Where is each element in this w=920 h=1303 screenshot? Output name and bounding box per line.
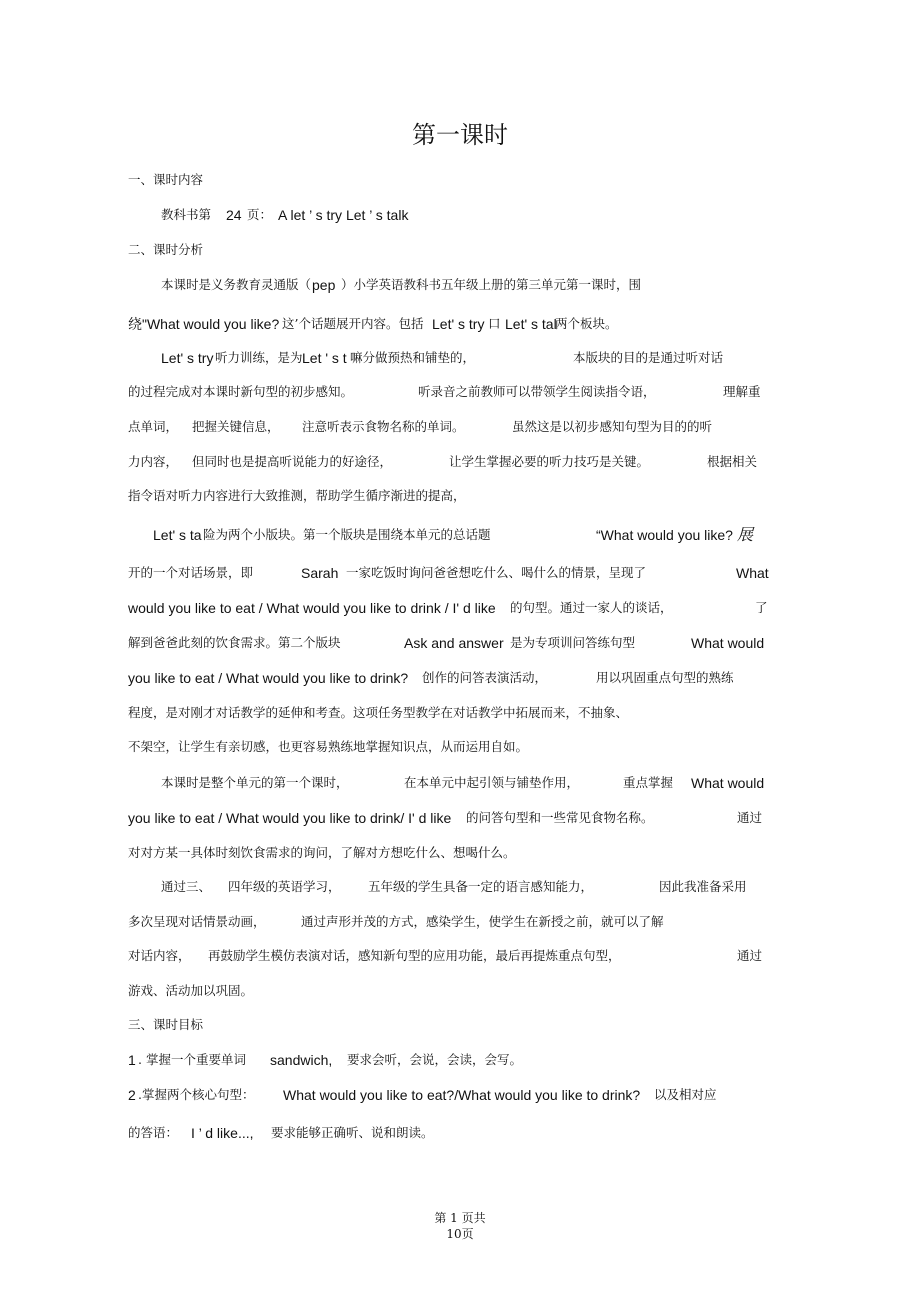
text-run: 绕"What would you like? <box>128 316 280 332</box>
text-run: 解到爸爸此刻的饮食需求。第二个版块 <box>128 635 341 650</box>
text-run: 理解重 <box>723 384 761 399</box>
text-run: 的问答句型和一些常见食物名称。 <box>466 810 654 825</box>
paragraph-line <box>0 273 920 297</box>
text-run: 通过 <box>737 948 763 963</box>
text-run: What would <box>691 635 765 651</box>
paragraph-line <box>0 979 920 1003</box>
text-run: 听录音之前教师可以带领学生阅读指令语， <box>418 384 656 399</box>
paragraph-line <box>0 806 920 830</box>
text-run: sandwich, <box>270 1052 333 1068</box>
text-run: 是为专项训问答练句型 <box>510 635 636 650</box>
text-run: Let' s ta <box>153 527 202 543</box>
text-run: 的答语： <box>128 1125 179 1140</box>
paragraph-line <box>0 666 920 690</box>
text-run: 教科书第 <box>161 207 212 222</box>
text-run: 两个板块。 <box>555 316 618 331</box>
text-run: Let' s tal <box>505 316 557 332</box>
text-run: 虽然这是以初步感知句型为目的的听 <box>512 419 713 434</box>
text-run: 因此我准备采用 <box>659 879 747 894</box>
text-run: 用以巩固重点句型的熟练 <box>596 670 734 685</box>
text-run: What <box>736 565 769 581</box>
text-run: 1 <box>128 1052 136 1068</box>
paragraph-line <box>0 596 920 620</box>
section-heading-content <box>0 168 920 192</box>
objective-item-2-continued <box>0 1121 920 1145</box>
paragraph-line <box>0 415 920 439</box>
text-run: 重点掌握 <box>623 775 674 790</box>
paragraph-line <box>0 701 920 725</box>
text-run: 要求会听，会说，会读，会写。 <box>347 1052 523 1067</box>
text-run: 的过程完成对本课时新句型的初步感知。 <box>128 384 354 399</box>
paragraph-line <box>0 841 920 865</box>
text-run: Ask and answer <box>404 635 504 651</box>
text-run: 对对方某一具体时刻饮食需求的询问，了解对方想吃什么、想喝什么。 <box>128 845 516 860</box>
paragraph-line <box>0 735 920 759</box>
text-run: 力内容， <box>128 454 179 469</box>
text-run: . 掌握一个重要单词 <box>138 1052 246 1067</box>
paragraph-line <box>0 631 920 655</box>
text-run: 游戏、活动加以巩固。 <box>128 983 254 998</box>
text-run: Let' s try <box>161 350 214 366</box>
paragraph-line <box>0 875 920 899</box>
text-run: ）小学英语教科书五年级上册的第三单元第一课时，围 <box>341 277 642 292</box>
text-run: you like to eat / What would you like to drink? <box>128 670 409 686</box>
paragraph-line <box>0 771 920 795</box>
text-run: 指令语对听力内容进行大致推测，帮助学生循序渐进的提高， <box>128 488 466 503</box>
paragraph-line <box>0 312 920 336</box>
text-run: 创作的问答表演活动， <box>422 670 548 685</box>
text-run: 开的一个对话场景，即 <box>128 565 254 580</box>
text-run: 本课时是整个单元的第一个课时， <box>161 775 349 790</box>
text-run: pep <box>312 277 336 293</box>
text-run: would you like to eat / What would you like to drink / I' d like <box>128 600 496 616</box>
paragraph-line <box>0 523 920 547</box>
text-run: 2 <box>128 1087 136 1103</box>
text-run: 以及相对应 <box>654 1087 717 1102</box>
paragraph-line <box>0 380 920 404</box>
text-run: 对话内容， <box>128 948 191 963</box>
text-run: 通过 <box>737 810 763 825</box>
text-run: 根据相关 <box>707 454 758 469</box>
text-run: 在本单元中起引领与铺垫作用， <box>404 775 580 790</box>
paragraph-line <box>0 944 920 968</box>
page-footer-line1: 第 1 页共 <box>434 1211 486 1225</box>
text-run: 多次呈现对话情景动画， <box>128 914 266 929</box>
text-run: 把握关键信息， <box>192 419 280 434</box>
text-run: 程度，是对刚才对话教学的延伸和考查。这项任务型教学在对话教学中拓展而来，不抽象、 <box>128 705 629 720</box>
paragraph-line <box>0 910 920 934</box>
text-run: 要求能够正确听、说和朗读。 <box>271 1125 434 1140</box>
text-run: 但同时也是提高听说能力的好途径， <box>192 454 393 469</box>
textbook-reference-line <box>0 203 920 227</box>
heading-text: 三、课时目标 <box>128 1017 204 1032</box>
text-run: 再鼓励学生模仿表演对话，感知新句型的应用功能，最后再提炼重点句型， <box>208 948 621 963</box>
text-run: A let ’ s try Let ’ s talk <box>278 207 409 223</box>
paragraph-line <box>0 484 920 508</box>
text-run: What would <box>691 775 765 791</box>
objective-item-2 <box>0 1083 920 1107</box>
text-run: 展 <box>737 525 754 544</box>
page-footer-line2: 10页 <box>446 1227 474 1241</box>
text-run: I ’ d like..., <box>191 1125 254 1141</box>
text-run: .掌握两个核心句型： <box>138 1087 255 1102</box>
text-run: 本版块的目的是通过听对话 <box>573 350 724 365</box>
text-run: 这’个话题展开内容。包括 <box>282 316 424 331</box>
text-run: 听力训练，是为 <box>215 350 303 365</box>
text-run: Sarah <box>301 565 339 581</box>
text-run: Let ' s t <box>302 350 347 366</box>
text-run: 不架空，让学生有亲切感，也更容易熟练地掌握知识点，从而运用自如。 <box>128 739 529 754</box>
paragraph-line <box>0 450 920 474</box>
paragraph-line <box>0 561 920 585</box>
page-title: 第一课时 <box>412 121 508 149</box>
text-run: Let' s try <box>432 316 485 332</box>
objective-item-1 <box>0 1048 920 1072</box>
text-run: 24 <box>226 207 242 223</box>
text-run: 一家吃饭时询问爸爸想吃什么、喝什么的情景，呈现了 <box>346 565 647 580</box>
text-run: 点单词， <box>128 419 179 434</box>
text-run: 险为两个小版块。第一个版块是围绕本单元的总话题 <box>203 527 491 542</box>
text-run: 五年级的学生具备一定的语言感知能力， <box>368 879 594 894</box>
text-run: 口 <box>488 316 501 331</box>
text-run: you like to eat / What would you like to drink/ I' d like <box>128 810 452 826</box>
heading-text: 二、课时分析 <box>128 242 204 257</box>
text-run: 页： <box>247 207 273 222</box>
section-heading-analysis <box>0 238 920 262</box>
section-heading-objectives <box>0 1013 920 1037</box>
text-run: 本课时是义务教育灵通版（ <box>161 277 312 292</box>
heading-text: 一、课时内容 <box>128 172 204 187</box>
text-run: 通过声形并茂的方式，感染学生，使学生在新授之前，就可以了解 <box>301 914 664 929</box>
text-run: 让学生掌握必要的听力技巧是关键。 <box>449 454 650 469</box>
text-run: 嘛分做预热和铺垫的， <box>350 350 476 365</box>
text-run: 了 <box>755 600 768 615</box>
text-run: 通过三、 <box>161 879 212 894</box>
text-run: 四年级的英语学习， <box>228 879 341 894</box>
text-run: 的句型。通过一家人的谈话， <box>510 600 673 615</box>
text-run: “What would you like? <box>596 527 733 543</box>
paragraph-line <box>0 346 920 370</box>
text-run: 注意听表示食物名称的单词。 <box>302 419 465 434</box>
text-run: What would you like to eat?/What would you like to drink? <box>283 1087 641 1103</box>
